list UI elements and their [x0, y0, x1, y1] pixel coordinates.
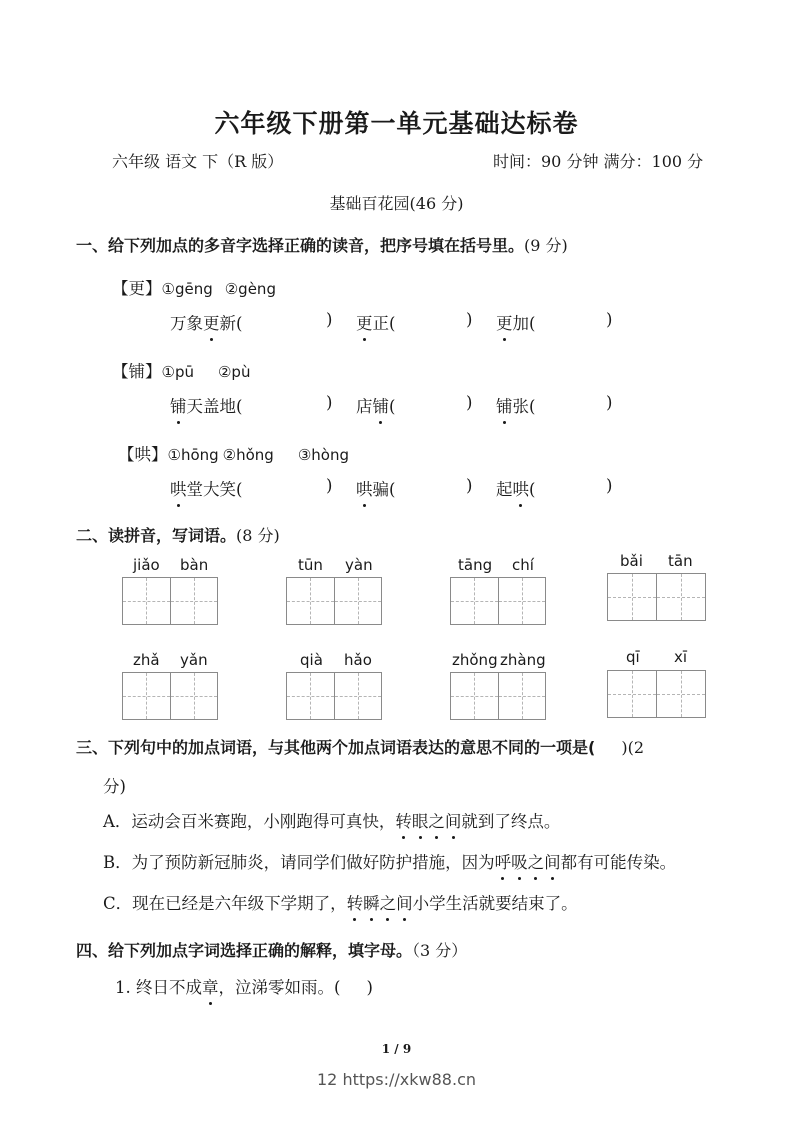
grade-subject: 六年级 语文 下（R 版）: [112, 152, 284, 171]
q1-group-3-answer-2-close[interactable]: ): [466, 476, 473, 495]
question-3-heading: 三、下列句中的加点词语，与其他两个加点词语表达的意思不同的一项是( )(2: [76, 738, 644, 757]
q1-group-3-answer-1-close[interactable]: ): [326, 476, 333, 495]
q1-group-1-answer-2-close[interactable]: ): [466, 310, 473, 329]
writing-grid[interactable]: [450, 672, 546, 720]
pinyin: bàn: [180, 556, 209, 574]
q3-option-a[interactable]: A．运动会百米赛跑，小刚跑得可真快，转眼之间就到了终点。: [103, 808, 560, 832]
pinyin: zhàng: [500, 651, 546, 669]
q1-group-2-word-3: 铺张(: [496, 393, 535, 417]
q1-group-1-word-1: 万象更新(: [170, 310, 242, 334]
question-4-heading: 四、给下列加点字词选择正确的解释，填字母。（3 分）: [76, 941, 468, 960]
q1-group-3-word-1: 哄堂大笑(: [170, 476, 242, 500]
q3-option-c[interactable]: C．现在已经是六年级下学期了，转瞬之间小学生活就要结束了。: [103, 890, 578, 914]
pinyin: jiǎo: [133, 556, 160, 574]
q1-group-1-answer-3-close[interactable]: ): [606, 310, 613, 329]
page-number: 1 / 9: [381, 1042, 412, 1056]
q1-group-2-answer-3-close[interactable]: ): [606, 393, 613, 412]
q1-group-1-word-2: 更正(: [356, 310, 395, 334]
pinyin: tūn: [298, 556, 323, 574]
pinyin: hǎo: [344, 651, 372, 669]
pinyin: bǎi: [620, 552, 643, 570]
writing-grid[interactable]: [286, 577, 382, 625]
pinyin: chí: [512, 556, 534, 574]
section-heading: 基础百花园(46 分): [329, 194, 464, 213]
pinyin: xī: [674, 648, 688, 666]
q1-group-3-options: 【哄】①hōng ②hǒng ③hòng: [118, 445, 350, 464]
q3-option-b[interactable]: B．为了预防新冠肺炎，请同学们做好防护措施，因为呼吸之间都有可能传染。: [103, 849, 676, 873]
q4-item-1: 1. 终日不成章，泣涕零如雨。( ): [115, 974, 373, 998]
q1-group-3-word-2: 哄骗(: [356, 476, 395, 500]
pinyin: tāng: [458, 556, 493, 574]
q1-group-1-options: 【更】①gēng ②gèng: [112, 279, 276, 298]
page-title: 六年级下册第一单元基础达标卷: [214, 109, 579, 138]
pinyin: yǎn: [180, 651, 208, 669]
pinyin: yàn: [345, 556, 373, 574]
question-3-heading-cont: 分): [103, 777, 126, 796]
q1-group-3-answer-3-close[interactable]: ): [606, 476, 613, 495]
pinyin: tān: [668, 552, 693, 570]
watermark-url: 12 https://xkw88.cn: [317, 1070, 476, 1089]
question-2-heading: 二、读拼音，写词语。(8 分): [76, 526, 280, 545]
q1-group-2-answer-1-close[interactable]: ): [326, 393, 333, 412]
q1-group-1-answer-1-close[interactable]: ): [326, 310, 333, 329]
pinyin: qī: [626, 648, 640, 666]
pinyin: zhǎ: [133, 651, 160, 669]
q1-group-1-word-3: 更加(: [496, 310, 535, 334]
q1-group-2-word-1: 铺天盖地(: [170, 393, 242, 417]
writing-grid[interactable]: [122, 672, 218, 720]
q1-group-2-answer-2-close[interactable]: ): [466, 393, 473, 412]
writing-grid[interactable]: [607, 670, 706, 718]
pinyin: zhǒng: [452, 651, 498, 669]
question-1-heading: 一、给下列加点的多音字选择正确的读音，把序号填在括号里。(9 分): [76, 236, 568, 255]
pinyin: qià: [300, 651, 323, 669]
time-score: 时间：90 分钟 满分：100 分: [493, 152, 704, 171]
writing-grid[interactable]: [607, 573, 706, 621]
q1-group-2-word-2: 店铺(: [356, 393, 395, 417]
writing-grid[interactable]: [122, 577, 218, 625]
writing-grid[interactable]: [450, 577, 546, 625]
writing-grid[interactable]: [286, 672, 382, 720]
q1-group-2-options: 【铺】①pū ②pù: [112, 362, 251, 381]
q1-group-3-word-3: 起哄(: [496, 476, 535, 500]
